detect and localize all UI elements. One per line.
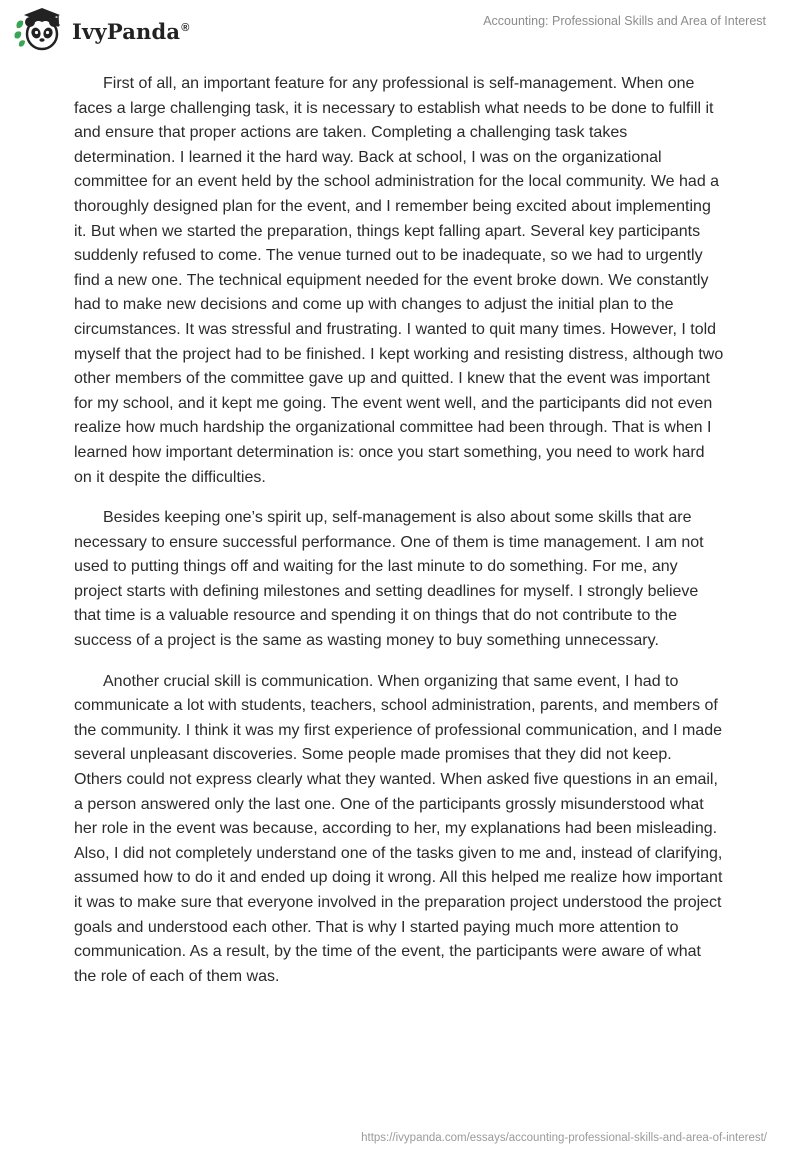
page-header (0, 0, 800, 56)
paragraph-2: Besides keeping one’s spirit up, self-management is also about some skills that are necessary to ensure successful performance. One of them is time management. I am not used to putting things off and waiting for the last minute to do something. For me, any project starts with defining milestones and setting deadlines for myself. I strongly believe that time is a valuable resource and spending it on things that do not contribute to the success of a project is the same as wasting money to buy something unnecessary. (74, 509, 704, 650)
document-title: Accounting: Professional Skills and Area of Interest (483, 14, 766, 28)
essay-body (74, 72, 724, 1005)
logo-text: IvyPanda® (72, 18, 190, 44)
ivypanda-logo[interactable] (14, 6, 190, 52)
registered-mark: ® (181, 21, 190, 34)
paragraph-3: Another crucial skill is communication. When organizing that same event, I had to communicate a lot with students, teachers, school administration, parents, and members of the community. I think it was my first experience of professional communication, and I made several unpleasant discoveries. Some people made promises that they did not keep. Others could not express clearly what they wanted. When asked five questions in an email, a person answered only the last one. One of the participants grossly misunderstood what her role in the event was because, according to her, my explanations had been misleading. Also, I did not completely understand one of the tasks given to me and, instead of clarifying, assumed how to do it and ended up doing it wrong. All this helped me realize how important it was to make sure that everyone involved in the preparation project understood the project goals and understood each other. That is why I started paying much more attention to communication. As a result, by the time of the event, the participants were aware of what the role of each of them was. (74, 672, 723, 985)
panda-graduate-logo-icon (14, 6, 66, 52)
source-url[interactable]: https://ivypanda.com/essays/accounting-professional-skills-and-area-of-interest/ (361, 1132, 767, 1144)
paragraph-1: First of all, an important feature for any professional is self-management. When one faces a large challenging task, it is necessary to establish what needs to be done to fulfill it and ensure that proper actions are taken. Completing a challenging task takes determination. I learned it the hard way. Back at school, I was on the organizational committee for an event held by the school administration for the local community. We had a thoroughly designed plan for the event, and I remember being excited about implementing it. But when we started the preparation, things kept falling apart. Several key participants suddenly refused to come. The venue turned out to be inadequate, so we had to urgently find a new one. The technical equipment needed for the event broke down. We constantly had to make new decisions and come up with changes to adjust the initial plan to the circumstances. It was stressful and frustrating. I wanted to quit many times. However, I told myself that the project had to be finished. I kept working and resisting distress, although two other members of the committee gave up and quitted. I knew that the event was important for my school, and it kept me going. The event went well, and the participants did not even realize how much hardship the organizational committee had been through. That is when I learned how important determination is: once you start something, you need to work hard on it despite the difficulties. (74, 75, 724, 486)
